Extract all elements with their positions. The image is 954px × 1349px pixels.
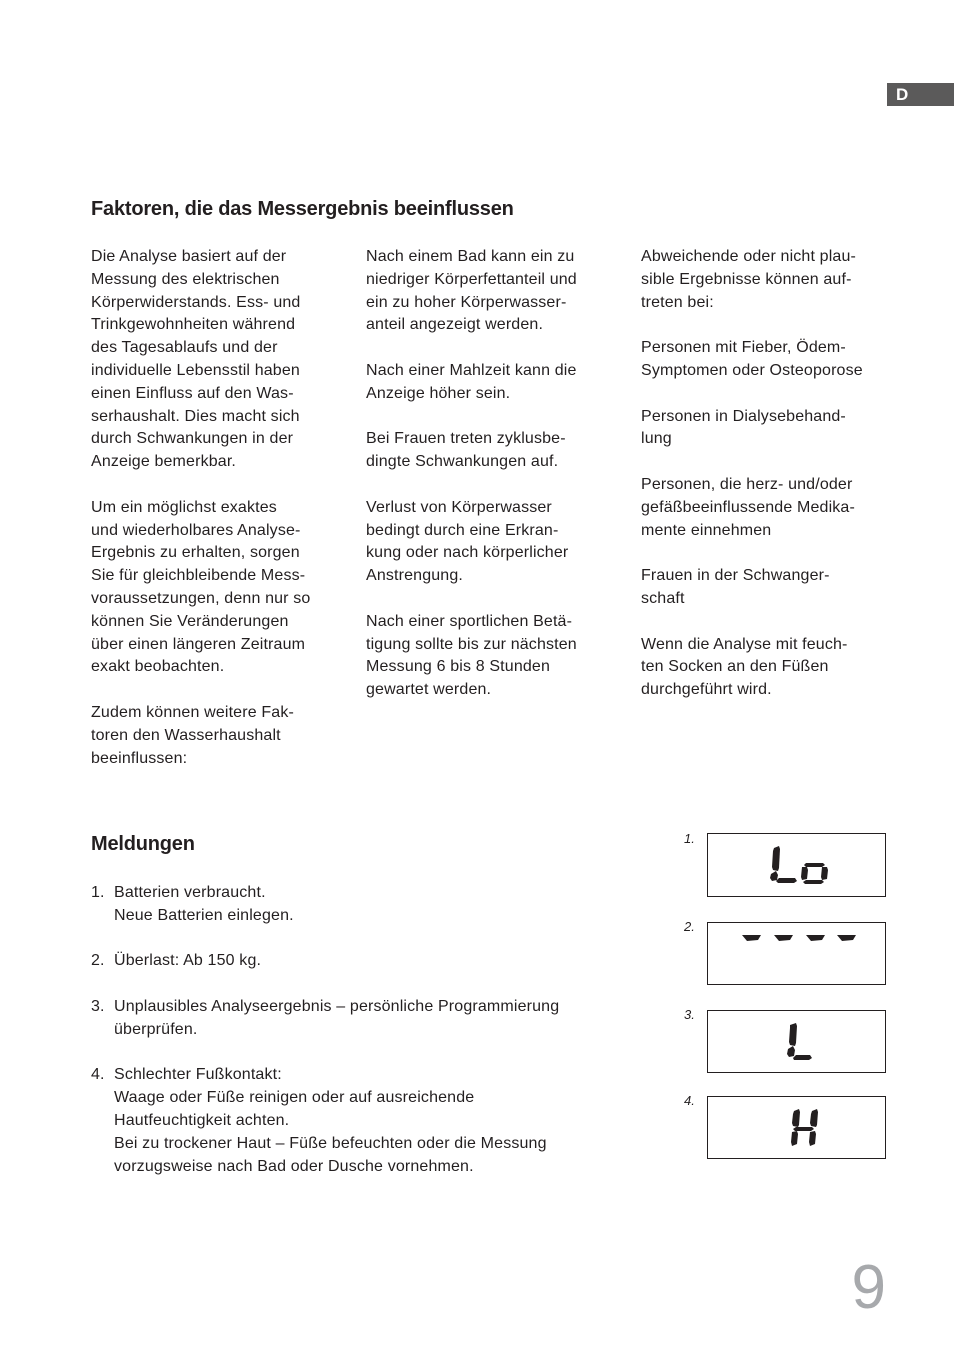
lcd-display-lo bbox=[707, 833, 886, 897]
message-number: 4. bbox=[91, 1066, 105, 1084]
paragraph: Personen in Dialysebehand- lung bbox=[641, 407, 846, 448]
factors-column-2 bbox=[366, 246, 616, 725]
paragraph: Frauen in der Schwanger- schaft bbox=[641, 567, 830, 607]
paragraph: Personen, die herz- und/oder gefäßbeeinflussende Medika- mente einnehmen bbox=[641, 475, 855, 539]
message-line: Waage oder Füße reinigen oder auf ausreichende bbox=[114, 1089, 475, 1107]
message-item bbox=[91, 996, 621, 1042]
paragraph: Bei Frauen treten zyklusbe- dingte Schwankungen auf. bbox=[366, 430, 566, 471]
paragraph: Personen mit Fieber, Ödem- Symptomen oder Osteoporose bbox=[641, 339, 863, 379]
message-line: Überlast: Ab 150 kg. bbox=[114, 952, 262, 970]
lcd-dashes-glyph bbox=[708, 923, 887, 986]
paragraph: Abweichende oder nicht plau- sible Ergebnisse können auf- treten bei: bbox=[641, 248, 857, 311]
message-line: Unplausibles Analyseergebnis – persönliche Programmierung bbox=[114, 997, 560, 1015]
message-line: Bei zu trockener Haut – Füße befeuchten oder die Messung bbox=[114, 1134, 547, 1152]
message-line: Neue Batterien einlegen. bbox=[114, 906, 294, 924]
message-line: überprüfen. bbox=[114, 1020, 198, 1038]
display-label: 3. bbox=[684, 1007, 695, 1022]
paragraph: Nach einer sportlichen Betä- tigung sollte bis zur nächsten Messung 6 bis 8 Stunden gewartet werden. bbox=[366, 612, 577, 699]
message-number: 1. bbox=[91, 884, 105, 901]
display-label: 4. bbox=[684, 1093, 695, 1108]
factors-heading: Faktoren, die das Messergebnis beeinflussen bbox=[91, 198, 514, 220]
language-tab: D bbox=[887, 83, 954, 106]
lcd-display-h bbox=[707, 1096, 886, 1159]
paragraph: Verlust von Körperwasser bedingt durch eine Erkran- kung oder nach körperlicher Anstrengung. bbox=[366, 498, 569, 585]
message-number: 3. bbox=[91, 997, 105, 1015]
messages-list bbox=[91, 882, 621, 1201]
paragraph: Nach einem Bad kann ein zu niedriger Körperfettanteil und ein zu hoher Körperwasser- anteil angezeigt werden. bbox=[366, 248, 577, 334]
page-number: 9 bbox=[851, 1253, 886, 1322]
paragraph: Wenn die Analyse mit feuch- ten Socken an den Füßen durchgeführt wird. bbox=[641, 635, 848, 699]
messages-heading: Meldungen bbox=[91, 833, 195, 855]
lcd-display-overload bbox=[707, 922, 886, 985]
message-item bbox=[91, 1064, 621, 1178]
factors-column-1 bbox=[91, 246, 341, 793]
message-item bbox=[91, 950, 621, 973]
lcd-l-glyph bbox=[708, 1011, 887, 1074]
paragraph: Zudem können weitere Fak- toren den Wasserhaushalt beeinflussen: bbox=[91, 703, 294, 767]
message-line: Batterien verbraucht. bbox=[114, 884, 266, 901]
lcd-display-l bbox=[707, 1010, 886, 1073]
paragraph: Die Analyse basiert auf der Messung des elektrischen Körperwiderstands. Ess- und Trinkgewohnheiten während des Tagesablaufs und der individuelle Lebensstil haben einen Einfluss auf den Was- serhaushalt. Dies macht sich durch Schwankungen in der Anzeige bemerkbar. bbox=[91, 248, 301, 471]
paragraph: Nach einer Mahlzeit kann die Anzeige höher sein. bbox=[366, 361, 577, 402]
message-number: 2. bbox=[91, 952, 105, 970]
lcd-h-glyph bbox=[708, 1097, 887, 1160]
lcd-lo-glyph bbox=[708, 834, 887, 898]
factors-column-3 bbox=[641, 246, 891, 725]
message-line: Hautfeuchtigkeit achten. bbox=[114, 1111, 290, 1129]
message-item bbox=[91, 882, 621, 928]
display-label: 1. bbox=[684, 831, 695, 846]
message-line: Schlechter Fußkontakt: bbox=[114, 1066, 282, 1084]
paragraph: Um ein möglichst exaktes und wiederholbares Analyse- Ergebnis zu erhalten, sorgen Sie für gleichbleibende Mess- voraussetzungen, denn nur so können Sie Veränderungen über einen längeren Zeitraum exakt beobachten. bbox=[91, 498, 311, 676]
message-line: vorzugsweise nach Bad oder Dusche vornehmen. bbox=[114, 1157, 474, 1175]
display-label: 2. bbox=[684, 919, 695, 934]
